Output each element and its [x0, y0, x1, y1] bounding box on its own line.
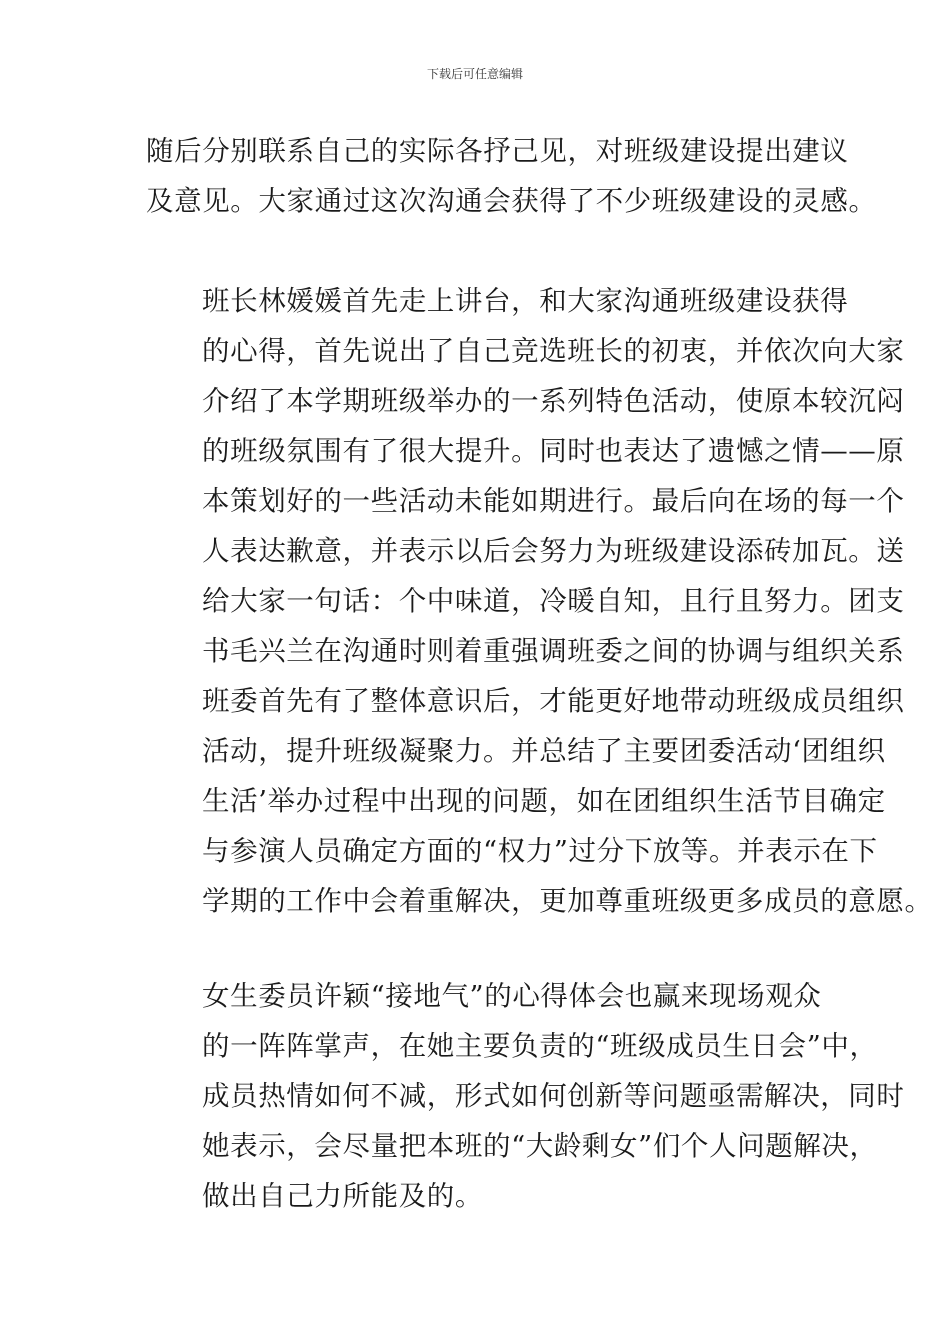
text-line: 介绍了本学期班级举办的一系列特色活动，使原本较沉闷 [202, 385, 905, 417]
text-line: 书毛兴兰在沟通时则着重强调班委之间的协调与组织关系 [202, 635, 905, 667]
text-line: 的一阵阵掌声，在她主要负责的“班级成员生日会”中， [202, 1030, 878, 1062]
text-line: 的班级氛围有了很大提升。同时也表达了遗憾之情——原 [202, 435, 905, 467]
text-line: 女生委员许颖“接地气”的心得体会也赢来现场观众 [202, 980, 822, 1012]
page-header: 下载后可任意编辑 [426, 67, 523, 81]
paragraph-2 [146, 276, 933, 926]
text-line: 给大家一句话：个中味道，冷暖自知，且行且努力。团支 [202, 585, 905, 617]
paragraph-3 [146, 971, 905, 1221]
text-line: 及意见。大家通过这次沟通会获得了不少班级建设的灵感。 [146, 185, 877, 217]
text-line: 成员热情如何不减，形式如何创新等问题亟需解决，同时 [202, 1080, 905, 1112]
text-line: 班长林媛媛首先走上讲台，和大家沟通班级建设获得 [202, 285, 849, 317]
text-line: 学期的工作中会着重解决，更加尊重班级更多成员的意愿。 [202, 885, 933, 917]
text-line: 与参演人员确定方面的“权力”过分下放等。并表示在下 [202, 835, 878, 867]
text-line: 活动，提升班级凝聚力。并总结了主要团委活动‘团组织 [202, 735, 886, 767]
text-line: 本策划好的一些活动未能如期进行。最后向在场的每一个 [202, 485, 905, 517]
text-line: 生活’举办过程中出现的问题，如在团组织生活节目确定 [202, 785, 886, 817]
text-line: 班委首先有了整体意识后，才能更好地带动班级成员组织 [202, 685, 905, 717]
text-line: 做出自己力所能及的。 [202, 1180, 483, 1212]
paragraph-1 [146, 126, 877, 226]
text-line: 人表达歉意，并表示以后会努力为班级建设添砖加瓦。送 [202, 535, 905, 567]
text-line: 随后分别联系自己的实际各抒己见，对班级建设提出建议 [146, 135, 849, 167]
text-line: 她表示，会尽量把本班的“大龄剩女”们个人问题解决， [202, 1130, 878, 1162]
text-line: 的心得，首先说出了自己竞选班长的初衷，并依次向大家 [202, 335, 905, 367]
